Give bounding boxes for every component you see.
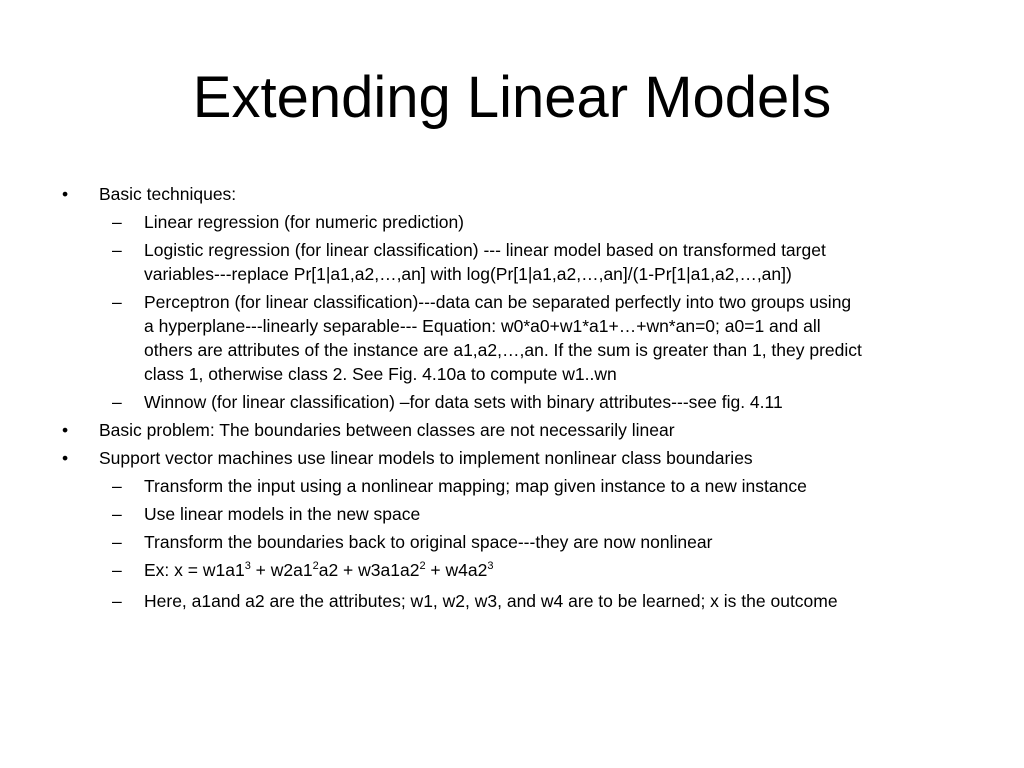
bullet-item	[62, 182, 982, 206]
equation-part: + w4a2	[425, 560, 488, 580]
sub-bullet-line: others are attributes of the instance are a1,a2,…,an. If the sum is greater than 1, they predict	[144, 340, 862, 360]
dash-marker: –	[112, 292, 122, 312]
sub-bullet-item	[62, 238, 982, 286]
sub-bullet-item	[62, 390, 982, 414]
dash-marker: –	[112, 560, 122, 580]
sub-bullet-item	[62, 530, 982, 554]
sub-bullet-item	[62, 210, 982, 234]
dash-marker: –	[112, 212, 122, 232]
equation-text	[144, 560, 493, 580]
exponent: 3	[244, 560, 251, 572]
sub-bullet-text: Transform the boundaries back to original space---they are now nonlinear	[144, 532, 713, 552]
dash-marker: –	[112, 392, 122, 412]
sub-bullet-text: Use linear models in the new space	[144, 504, 421, 524]
exponent: 3	[487, 560, 494, 572]
bullet-text: Support vector machines use linear models to implement nonlinear class boundaries	[99, 448, 753, 468]
slide-title: Extending Linear Models	[192, 65, 832, 130]
sub-bullet-item	[62, 558, 982, 585]
bullet-marker: •	[62, 448, 69, 468]
exponent: 2	[419, 560, 426, 572]
dash-marker: –	[112, 240, 122, 260]
bullet-item	[62, 446, 982, 470]
bullet-text: Basic techniques:	[99, 184, 237, 204]
equation-part: + w2a1	[250, 560, 313, 580]
dash-marker: –	[112, 504, 122, 524]
exponent: 2	[312, 560, 319, 572]
sub-bullet-line: class 1, otherwise class 2. See Fig. 4.10a to compute w1..wn	[144, 364, 617, 384]
sub-bullet-item	[62, 589, 982, 613]
sub-bullet-line: a hyperplane---linearly separable--- Equation: w0*a0+w1*a1+…+wn*an=0; a0=1 and all	[144, 316, 821, 336]
sub-bullet-text: Winnow (for linear classification) –for data sets with binary attributes---see fig. 4.11	[144, 392, 783, 412]
equation-part: Ex: x = w1a1	[144, 560, 245, 580]
dash-marker: –	[112, 532, 122, 552]
bullet-text: Basic problem: The boundaries between classes are not necessarily linear	[99, 420, 675, 440]
sub-bullet-text: Linear regression (for numeric prediction)	[144, 212, 464, 232]
sub-bullet-text: Here, a1and a2 are the attributes; w1, w2, w3, and w4 are to be learned; x is the outcome	[144, 591, 838, 611]
equation-part: a2 + w3a1a2	[318, 560, 420, 580]
bullet-marker: •	[62, 184, 69, 204]
sub-bullet-item	[62, 474, 982, 498]
bullet-marker: •	[62, 420, 69, 440]
sub-bullet-line: variables---replace Pr[1|a1,a2,…,an] with log(Pr[1|a1,a2,…,an]/(1-Pr[1|a1,a2,…,an])	[144, 264, 792, 284]
slide-content	[62, 182, 982, 617]
bullet-item	[62, 418, 982, 442]
sub-bullet-item	[62, 290, 982, 386]
sub-bullet-text: Transform the input using a nonlinear mapping; map given instance to a new instance	[144, 476, 807, 496]
dash-marker: –	[112, 476, 122, 496]
sub-bullet-line: Logistic regression (for linear classification) --- linear model based on transformed target	[144, 240, 826, 260]
dash-marker: –	[112, 591, 122, 611]
sub-bullet-item	[62, 502, 982, 526]
sub-bullet-line: Perceptron (for linear classification)---data can be separated perfectly into two groups using	[144, 292, 852, 312]
